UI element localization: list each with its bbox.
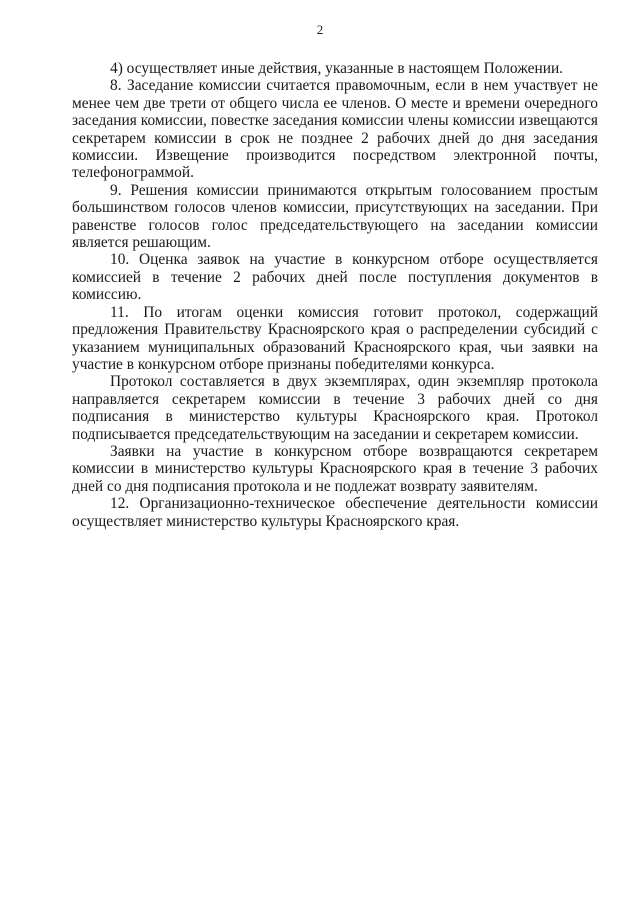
paragraph-protocol: Протокол составляется в двух экземплярах, один экземпляр протокола направляется секретарем комиссии в течение 3 рабочих дней со дня подписания в министерство культуры Красноярского края. Протокол подписывается председательствующим на заседании и секретарем комиссии. (72, 373, 598, 443)
paragraph-item-4: 4) осуществляет иные действия, указанные в настоящем Положении. (110, 60, 564, 77)
page-number: 2 (316, 22, 324, 37)
paragraph-clause-9: 9. Решения комиссии принимаются открытым голосованием простым большинством голосов членов комиссии, присутствующих на заседании. При равенстве голосов голос председательствующего на заседании комиссии является решающим. (72, 181, 598, 252)
paragraph-clause-12: 12. Организационно-техническое обеспечение деятельности комиссии осуществляет министерство культуры Красноярского края. (72, 495, 598, 530)
paragraph-clause-10: 10. Оценка заявок на участие в конкурсном отборе осуществляется комиссией в течение 2 рабочих дней после поступления документов в комиссию. (72, 251, 598, 304)
paragraph-applications-return: Заявки на участие в конкурсном отборе возвращаются секретарем комиссии в министерство культуры Красноярского края в течение 3 рабочих дней со дня подписания протокола и не подлежат возврату заявителям. (72, 442, 598, 495)
paragraph-clause-8: 8. Заседание комиссии считается правомочным, если в нем участвует не менее чем две трети от общего числа ее членов. О месте и времени очередного заседания комиссии, повестке заседания комиссии члены комиссии извещаются секретарем комиссии в срок не позднее 2 рабочих дней до дня заседания комиссии. Извещение производится посредством электронной почты, телефонограммой. (72, 77, 598, 182)
paragraph-clause-11: 11. По итогам оценки комиссия готовит протокол, содержащий предложения Правительству Красноярского края о распределении субсидий с указанием муниципальных образований Красноярского края, чьи заявки на участие в конкурсном отборе признаны победителями конкурса. (72, 303, 598, 373)
document-body (72, 60, 598, 530)
